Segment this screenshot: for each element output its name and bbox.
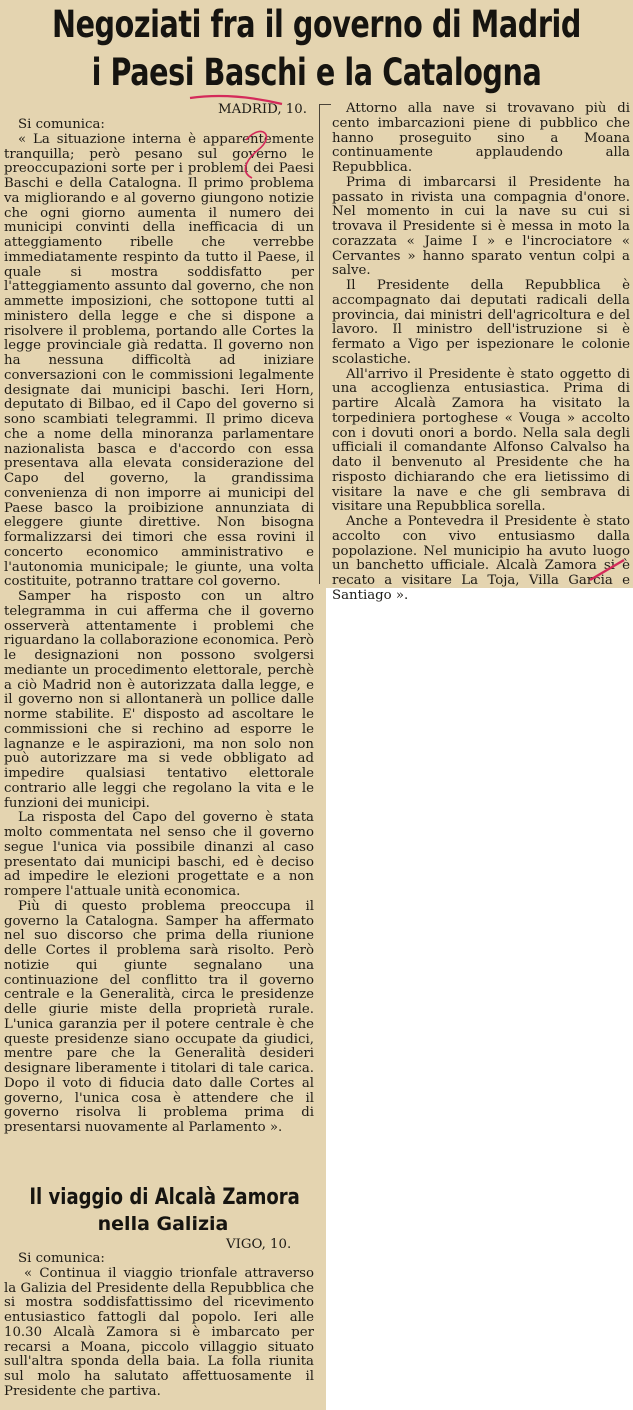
headline-line-2: i Paesi Baschi e la Catalogna <box>91 51 542 94</box>
article-left-column <box>4 118 314 1136</box>
column-divider <box>319 104 320 584</box>
paragraph: All'arrivo il Presidente è stato oggetto di una accoglienza entusiastica. Prima di partire Alcalà Zamora ha visitato la torpediniera portoghese « Vouga » accolto con i dovuti onori a bordo. Nella sala degli ufficiali il comandante Alfonso Calvalso ha dato il benvenuto al Presidente che ha risposto dichiarando che era lietissimo di visitare la nave e che gli sembrava di visitare una Repubblica sorella. <box>332 366 630 515</box>
subheadline-line-2: nella Galizia <box>97 1213 229 1235</box>
paragraph: Il Presidente della Repubblica è accompagnato dai deputati radicali della provincia, dai ministri dell'agricoltura e del lavoro. Il ministro dell'istruzione si è fermato a Vigo per ispezionare le colonie scolastiche. <box>332 278 630 367</box>
paragraph: « La situazione interna è apparentemente tranquilla; però pesano sul governo le preoccupazioni sorte per i problemi dei Paesi Baschi e della Catalogna. Il primo problema va migliorando e al governo giungono notizie che ogni giorno aumenta il numero dei municipi convinti della inefficacia di un atteggiamento ribelle che verrebbe immediatamente respinto da tutto il Paese, il quale si mostra soddisfatto per l'atteggiamento assunto dal governo, che non ammette imposizioni, che sottopone tutti al ministero della legge e che si dispone a risolvere il problema, portando alle Cortes la legge provinciale già redatta. Il governo non ha nessuna difficoltà ad iniziare conversazioni con le commissioni legalmente designate dai municipi baschi. Ieri Horn, deputato di Bilbao, ed il Capo del governo si sono scambiati telegrammi. Il primo diceva che a nome della minoranza parlamentare nazionalista basca e d'accordo con essa presentava alla elevata considerazione del Capo del governo, la grandissima convenienza di non imporre ai municipi del Paese basco la proibizione annunziata di eleggere giunte direttive. Non bisogna formalizzarsi dei timori che essa rovini il concerto economico amministrativo e l'autonomia municipale; le giunte, una volta costituite, potranno trattare col governo. <box>4 131 314 590</box>
paragraph: Samper ha risposto con un altro telegramma in cui afferma che il governo osserverà attentamente i problemi che riguardano la collaborazione economica. Però le designazioni non possono svolgersi mediante un procedimento elettorale, perchè a ciò Madrid non è autorizzata dalla legge, e il governo non si allontanerà un pollice dalle norme stabilite. E' disposto ad ascoltare le commissioni che si rechino ad esporre le lagnanze e le aspirazioni, ma non solo non può autorizzare ma si vede obbligato ad impedire qualsiasi tentativo elettorale contrario alle leggi che regolano la vita e le funzioni dei municipi. <box>4 589 314 811</box>
headline-line-1: Negoziati fra il governo di Madrid <box>52 3 581 46</box>
dateline-madrid: MADRID, 10. <box>218 102 307 117</box>
paragraph: Si comunica: <box>18 117 105 132</box>
paragraph: Anche a Pontevedra il Presidente è stato accolto con vivo entusiasmo dalla popolazione. Nel municipio ha avuto luogo un banchetto ufficiale. Alcalà Zamora si è recato a visitare La Toja, Villa Garcia e Santiago ». <box>332 514 630 603</box>
paragraph: Attorno alla nave si trovavano più di cento imbarcazioni piene di pubblico che hanno proseguito sino a Moana continuamente applaudendo alla Repubblica. <box>332 101 630 175</box>
article-sub-column <box>4 1252 314 1400</box>
paragraph: Più di questo problema preoccupa il governo la Catalogna. Samper ha affermato nel suo discorso che prima della riunione delle Cortes il problema sarà risolto. Però notizie qui giunte segnalano una continuazione del conflitto tra il governo centrale e la Generalità, circa le presidenze delle giurie miste della proprietà rurale. L'unica garanzia per il potere centrale è che queste presidenze siano occupate da giudici, mentre pare che la Generalità desideri designare liberamente i titolari di tale carica. Dopo il voto di fiducia dato dalle Cortes al governo, l'unica cosa è attendere che il governo risolva li problema prima di presentarsi nuovamente al Parlamento ». <box>4 898 314 1135</box>
dateline-vigo: VIGO, 10. <box>226 1237 292 1252</box>
paragraph: Si comunica: <box>18 1251 105 1266</box>
column-divider-top <box>319 104 331 105</box>
subheadline-line-1: Il viaggio di Alcalà Zamora <box>29 1185 300 1210</box>
article-right-column <box>332 102 630 604</box>
paragraph: La risposta del Capo del governo è stata molto commentata nel senso che il governo segue l'unica via possibile dinanzi al caso presentato dai municipi baschi, ed è deciso ad impedire le elezioni progettate e a non rompere l'attuale unità economica. <box>4 810 314 899</box>
paragraph: « Continua il viaggio trionfale attraverso la Galizia del Presidente della Repubblica che si mostra soddisfattissimo del ricevimento entusiastico fattogli dal popolo. Ieri alle 10.30 Alcalà Zamora si è imbarcato per recarsi a Moana, piccolo villaggio situato sull'altra sponda della baia. La folla riunita sul molo ha salutato affettuosamente il Presidente che partiva. <box>4 1265 314 1399</box>
paragraph: Prima di imbarcarsi il Presidente ha passato in rivista una compagnia d'onore. Nel momento in cui la nave su cui si trovava il Presidente si è messa in moto la corazzata « Jaime I » e l'incrociatore « Cervantes » hanno sparato ventun colpi a salve. <box>332 174 630 279</box>
